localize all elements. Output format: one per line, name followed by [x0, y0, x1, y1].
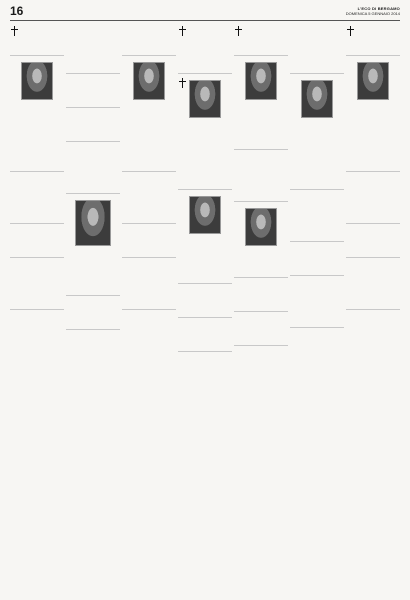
obituary-notice [290, 278, 344, 328]
notice-text [235, 106, 287, 146]
portrait-photo [301, 80, 333, 118]
notice-text [291, 284, 343, 324]
notice-text [291, 250, 343, 272]
obituary-notice [10, 58, 64, 172]
notice-text [123, 266, 175, 306]
obituary-notice [122, 174, 176, 224]
notice-text [123, 180, 175, 220]
notice-text [235, 252, 287, 274]
obituary-notice [66, 24, 120, 74]
portrait-photo [133, 62, 165, 100]
notice-text [179, 124, 231, 186]
portrait-photo [357, 62, 389, 100]
notice-text [67, 116, 119, 138]
obituary-notice [346, 226, 400, 258]
column-5 [234, 24, 288, 594]
obituary-notice [10, 226, 64, 258]
obituary-notice [66, 144, 120, 194]
obituary-notice [178, 76, 232, 190]
masthead-block [346, 6, 400, 16]
notice-text [179, 30, 231, 70]
obituary-notice [10, 24, 64, 56]
column-1 [10, 24, 64, 594]
obituary-notice [346, 174, 400, 224]
portrait-photo [245, 208, 277, 246]
obituary-notice [66, 196, 120, 296]
notice-text [11, 180, 63, 220]
notice-text [235, 286, 287, 308]
obituary-notice [122, 58, 176, 172]
notice-text [291, 198, 343, 238]
notice-text [67, 150, 119, 190]
obituary-notice [10, 260, 64, 310]
notice-text [11, 266, 63, 306]
notice-text [235, 30, 287, 52]
notice-text [11, 30, 63, 52]
obituary-notice [234, 280, 288, 312]
column-2 [66, 24, 120, 594]
column-4 [178, 24, 232, 594]
obituary-notice [234, 24, 288, 56]
portrait-photo [21, 62, 53, 100]
obituary-notice [178, 24, 232, 74]
masthead: L'ECO DI BERGAMO [357, 6, 400, 11]
obituary-notice [122, 226, 176, 258]
notice-text [347, 106, 399, 168]
notice-text [179, 326, 231, 348]
notice-text [67, 82, 119, 104]
notice-text [179, 292, 231, 314]
notice-text [67, 304, 119, 326]
obituary-notice [122, 260, 176, 310]
notice-text [11, 232, 63, 254]
obituary-notice [178, 320, 232, 352]
obituary-notice [346, 260, 400, 310]
page-number: 16 [10, 4, 24, 18]
notice-text [123, 106, 175, 168]
obituary-notice [234, 204, 288, 278]
portrait-photo [75, 200, 111, 246]
date-line: DOMENICA 5 GENNAIO 2014 [345, 11, 400, 16]
notice-text [235, 158, 287, 198]
obituary-notice [290, 76, 344, 190]
portrait-photo [189, 196, 221, 234]
notice-text [67, 252, 119, 292]
notice-text [123, 30, 175, 52]
page-header [10, 6, 400, 21]
notice-text [291, 124, 343, 186]
obituary-notice [66, 76, 120, 108]
obituary-columns [10, 24, 400, 594]
obituary-notice [234, 314, 288, 346]
portrait-photo [189, 80, 221, 118]
obituary-notice [290, 244, 344, 276]
obituary-notice [178, 286, 232, 318]
notice-text [123, 232, 175, 254]
obituary-notice [346, 58, 400, 172]
notice-text [347, 180, 399, 220]
column-7 [346, 24, 400, 594]
notice-text [347, 266, 399, 306]
notice-text [11, 106, 63, 168]
notice-text [235, 320, 287, 342]
notice-text [67, 30, 119, 70]
obituary-notice [234, 58, 288, 150]
obituary-notice [122, 24, 176, 56]
obituary-notice [66, 110, 120, 142]
obituary-notice [346, 24, 400, 56]
obituary-notice [290, 192, 344, 242]
notice-text [179, 240, 231, 280]
portrait-photo [245, 62, 277, 100]
obituary-notice [66, 298, 120, 330]
obituary-notice [178, 192, 232, 284]
obituary-notice [290, 24, 344, 74]
notice-text [291, 30, 343, 70]
column-6 [290, 24, 344, 594]
column-3 [122, 24, 176, 594]
obituary-notice [10, 174, 64, 224]
notice-text [347, 232, 399, 254]
obituary-notice [234, 152, 288, 202]
notice-text [347, 30, 399, 52]
